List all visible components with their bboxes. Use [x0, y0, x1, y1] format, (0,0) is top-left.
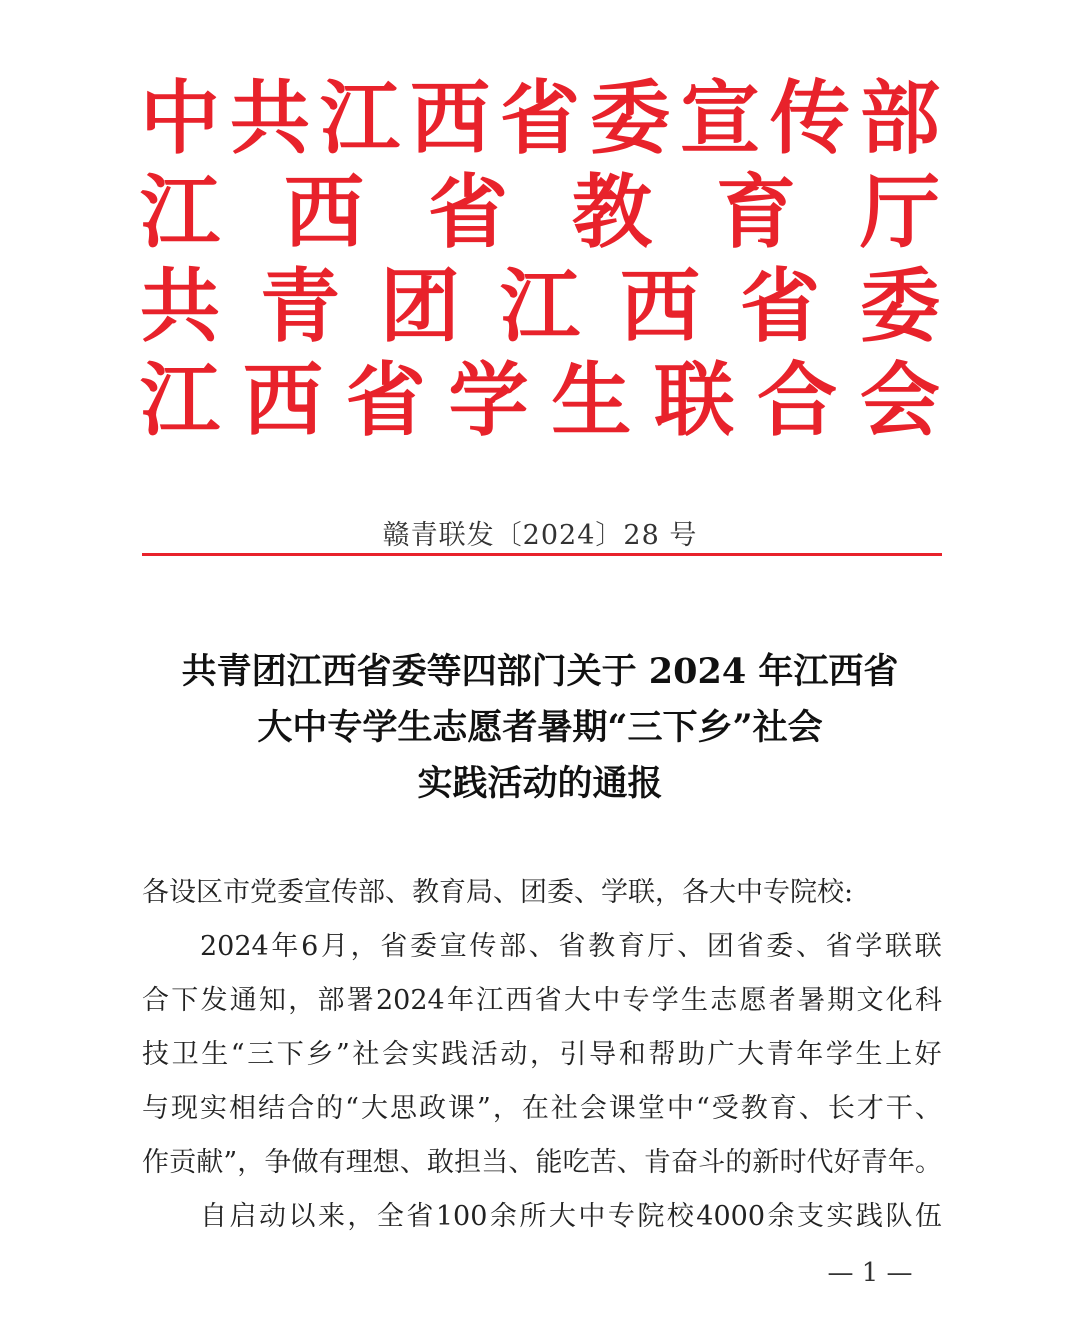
body-glyph: 年: [796, 1039, 824, 1070]
body-glyph: 学: [825, 1039, 853, 1070]
body-glyph: 学: [651, 985, 679, 1016]
body-glyph: 大: [548, 1201, 576, 1232]
body-glyph: 生: [680, 985, 708, 1016]
body-glyph: 敢: [427, 1147, 455, 1178]
body-glyph: 受: [711, 1093, 739, 1124]
body-glyph: 助: [677, 1039, 705, 1070]
body-glyph: 践: [441, 1039, 469, 1070]
red-masthead: [140, 72, 940, 448]
body-glyph: 与: [142, 1093, 169, 1124]
paragraph-1-line-5: [142, 1136, 942, 1190]
body-glyph: 想: [372, 1147, 400, 1178]
body-glyph: 活: [470, 1039, 498, 1070]
body-glyph: 课: [447, 1093, 475, 1124]
body-glyph: 江: [476, 985, 504, 1016]
body-glyph: 动: [258, 1201, 286, 1232]
masthead-char: 省: [500, 72, 580, 165]
body-glyph: 100: [435, 1201, 488, 1232]
body-glyph: 、: [399, 1147, 427, 1178]
masthead-char: 西: [242, 354, 323, 447]
body-glyph: 好: [914, 1039, 942, 1070]
body-glyph: 志: [710, 985, 738, 1016]
masthead-char: 西: [410, 72, 490, 165]
body-glyph: 2024: [376, 985, 445, 1016]
masthead-char: 中: [140, 72, 220, 165]
body-glyph: 化: [885, 985, 913, 1016]
body-glyph: 支: [796, 1201, 824, 1232]
masthead-char: 西: [284, 166, 364, 259]
paragraph-1-line-1: [142, 920, 942, 974]
body-glyph: 实: [200, 1093, 228, 1124]
masthead-char: 省: [345, 354, 426, 447]
body-glyph: 争: [264, 1147, 292, 1178]
paragraph-1-line-3: [142, 1028, 942, 1082]
masthead-line-4: [140, 354, 940, 448]
body-glyph: 月: [320, 931, 348, 962]
masthead-char: 联: [654, 354, 735, 447]
body-glyph: 来: [317, 1201, 345, 1232]
body-glyph: 暑: [797, 985, 825, 1016]
body-glyph: 委: [766, 931, 794, 962]
body-glyph: 三: [247, 1039, 275, 1070]
body-glyph: 育: [769, 1093, 797, 1124]
body-glyph: 新: [752, 1147, 780, 1178]
body-glyph: 时: [779, 1147, 807, 1178]
document-title: [0, 644, 1080, 812]
body-glyph: 联: [885, 931, 913, 962]
masthead-char: 厅: [860, 166, 940, 259]
body-glyph: 好: [833, 1147, 861, 1178]
body-glyph: 省: [406, 1201, 434, 1232]
body-glyph: “: [695, 1093, 710, 1124]
masthead-char: 部: [860, 72, 940, 165]
body-glyph: 实: [826, 1201, 854, 1232]
body-glyph: 思: [389, 1093, 417, 1124]
body-glyph: 结: [258, 1093, 286, 1124]
body-glyph: ，: [492, 1093, 520, 1124]
body-glyph: 知: [259, 985, 286, 1016]
body-glyph: 校: [666, 1201, 694, 1232]
masthead-char: 青: [260, 260, 340, 353]
body-glyph: 宣: [439, 931, 467, 962]
body-glyph: 肯: [643, 1147, 671, 1178]
body-glyph: 西: [505, 985, 533, 1016]
body-glyph: 才: [856, 1093, 884, 1124]
body-glyph: 中: [593, 985, 621, 1016]
masthead-line-2: [140, 166, 940, 260]
body-glyph: 青: [766, 1039, 794, 1070]
body-glyph: 年: [446, 985, 474, 1016]
body-glyph: 下: [171, 985, 199, 1016]
paragraph-1-line-4: [142, 1082, 942, 1136]
title-line-1: 共青团江西省委等四部门关于 2024 年江西省: [181, 651, 899, 692]
body-glyph: 以: [288, 1201, 316, 1232]
masthead-char: 江: [320, 72, 400, 165]
body-glyph: 院: [637, 1201, 665, 1232]
red-divider-rule: [142, 553, 942, 556]
document-body: [142, 866, 942, 1244]
paragraph-1-line-2: [142, 974, 942, 1028]
body-glyph: 献: [196, 1147, 224, 1178]
body-glyph: 余: [489, 1201, 517, 1232]
body-glyph: 会: [579, 1093, 607, 1124]
body-glyph: 广: [707, 1039, 735, 1070]
body-glyph: ，: [529, 1039, 557, 1070]
body-glyph: 、: [914, 1093, 942, 1124]
body-glyph: 、: [795, 931, 823, 962]
body-glyph: 和: [618, 1039, 646, 1070]
body-glyph: 愿: [739, 985, 767, 1016]
body-glyph: 余: [767, 1201, 795, 1232]
body-glyph: 合: [287, 1093, 315, 1124]
body-glyph: 技: [142, 1039, 169, 1070]
body-glyph: 通: [229, 985, 257, 1016]
body-glyph: 社: [550, 1093, 578, 1124]
masthead-char: 省: [740, 260, 820, 353]
body-glyph: 现: [171, 1093, 199, 1124]
masthead-char: 江: [140, 354, 220, 447]
body-glyph: 大: [563, 985, 591, 1016]
masthead-char: 传: [770, 72, 850, 165]
body-glyph: 社: [352, 1039, 380, 1070]
masthead-char: 团: [380, 260, 460, 353]
document-number: 赣青联发〔2024〕28 号: [382, 520, 698, 551]
body-glyph: 政: [418, 1093, 446, 1124]
body-glyph: 在: [521, 1093, 549, 1124]
paragraph-2-line-1: [142, 1190, 942, 1244]
body-glyph: 相: [229, 1093, 257, 1124]
masthead-char: 委: [860, 260, 940, 353]
body-glyph: 贡: [169, 1147, 197, 1178]
body-glyph: 专: [607, 1201, 635, 1232]
body-glyph: 团: [706, 931, 734, 962]
body-glyph: 上: [885, 1039, 913, 1070]
body-glyph: 、: [677, 931, 705, 962]
body-glyph: ”: [223, 1147, 238, 1178]
body-glyph: ，: [347, 1201, 375, 1232]
body-glyph: 部: [317, 985, 345, 1016]
body-glyph: 、: [798, 1093, 826, 1124]
masthead-char: 委: [590, 72, 670, 165]
body-glyph: ，: [237, 1147, 265, 1178]
body-glyph: 联: [914, 931, 942, 962]
body-glyph: 省: [736, 931, 764, 962]
masthead-line-1: [140, 72, 940, 166]
body-glyph: 教: [588, 931, 616, 962]
body-glyph: 2024: [200, 931, 269, 962]
body-glyph: 中: [578, 1201, 606, 1232]
salutation: 各设区市党委宣传部、教育局、团委、学联，各大中专院校:: [142, 877, 854, 908]
masthead-char: 生: [551, 354, 632, 447]
body-glyph: 署: [346, 985, 374, 1016]
body-glyph: 课: [608, 1093, 636, 1124]
body-glyph: ，: [288, 985, 316, 1016]
body-glyph: 导: [589, 1039, 617, 1070]
body-glyph: 理: [345, 1147, 373, 1178]
body-glyph: 生: [855, 1039, 883, 1070]
body-glyph: 年: [887, 1147, 915, 1178]
body-glyph: 伍: [914, 1201, 942, 1232]
body-glyph: 、: [616, 1147, 644, 1178]
body-glyph: 当: [481, 1147, 509, 1178]
masthead-line-3: [140, 260, 940, 354]
body-glyph: 代: [806, 1147, 834, 1178]
masthead-char: 会: [859, 354, 940, 447]
body-glyph: 乡: [306, 1039, 334, 1070]
body-glyph: 的: [316, 1093, 344, 1124]
body-glyph: 传: [469, 931, 497, 962]
title-line-2: 大中专学生志愿者暑期“三下乡”社会: [257, 707, 823, 748]
body-glyph: 省: [558, 931, 586, 962]
body-glyph: 者: [768, 985, 796, 1016]
body-glyph: 、: [508, 1147, 536, 1178]
body-glyph: “: [230, 1039, 245, 1070]
body-glyph: 生: [201, 1039, 229, 1070]
body-glyph: ”: [477, 1093, 491, 1124]
body-glyph: 斗: [698, 1147, 726, 1178]
body-glyph: 6: [301, 931, 319, 962]
body-glyph: 干: [885, 1093, 913, 1124]
body-glyph: 青: [860, 1147, 888, 1178]
body-glyph: 卫: [171, 1039, 199, 1070]
body-glyph: 动: [500, 1039, 528, 1070]
masthead-char: 宣: [680, 72, 760, 165]
body-glyph: 大: [360, 1093, 388, 1124]
body-glyph: ，: [350, 931, 378, 962]
masthead-char: 西: [620, 260, 700, 353]
body-glyph: 厅: [647, 931, 675, 962]
body-glyph: 引: [559, 1039, 587, 1070]
body-glyph: 委: [410, 931, 438, 962]
title-line-3: 实践活动的通报: [417, 763, 663, 804]
body-glyph: 部: [499, 931, 527, 962]
body-glyph: 践: [855, 1201, 883, 1232]
body-glyph: 实: [411, 1039, 439, 1070]
body-glyph: 队: [885, 1201, 913, 1232]
masthead-char: 江: [500, 260, 580, 353]
body-glyph: 堂: [637, 1093, 665, 1124]
body-glyph: 做: [291, 1147, 319, 1178]
masthead-char: 共: [230, 72, 310, 165]
body-glyph: 教: [740, 1093, 768, 1124]
body-glyph: 有: [318, 1147, 346, 1178]
body-glyph: 自: [200, 1201, 227, 1232]
body-glyph: 文: [856, 985, 884, 1016]
body-glyph: 启: [229, 1201, 257, 1232]
body-glyph: 专: [622, 985, 650, 1016]
body-glyph: 中: [666, 1093, 694, 1124]
body-glyph: 作: [142, 1147, 169, 1178]
body-glyph: 省: [534, 985, 562, 1016]
body-glyph: 担: [454, 1147, 482, 1178]
masthead-char: 学: [448, 354, 529, 447]
body-glyph: 吃: [562, 1147, 590, 1178]
body-glyph: 的: [725, 1147, 753, 1178]
body-glyph: 省: [825, 931, 853, 962]
body-glyph: 会: [381, 1039, 409, 1070]
masthead-char: 共: [140, 260, 220, 353]
body-glyph: 学: [855, 931, 883, 962]
body-glyph: “: [345, 1093, 359, 1124]
masthead-char: 省: [428, 166, 508, 259]
body-glyph: 下: [276, 1039, 304, 1070]
body-glyph: 长: [827, 1093, 855, 1124]
body-glyph: 。: [914, 1147, 942, 1178]
body-glyph: 奋: [671, 1147, 698, 1178]
body-glyph: 4000: [696, 1201, 766, 1232]
body-glyph: 能: [535, 1147, 563, 1178]
masthead-char: 教: [572, 166, 652, 259]
body-glyph: ”: [335, 1039, 350, 1070]
body-glyph: 育: [617, 931, 645, 962]
body-glyph: 科: [914, 985, 942, 1016]
body-glyph: 、: [528, 931, 556, 962]
body-glyph: 合: [142, 985, 169, 1016]
body-glyph: 省: [380, 931, 408, 962]
body-glyph: 所: [519, 1201, 547, 1232]
body-glyph: 全: [376, 1201, 404, 1232]
masthead-char: 合: [757, 354, 838, 447]
masthead-char: 育: [716, 166, 796, 259]
page-number: — 1 —: [827, 1258, 913, 1288]
body-glyph: 期: [827, 985, 855, 1016]
body-glyph: 帮: [648, 1039, 676, 1070]
body-glyph: 年: [271, 931, 299, 962]
body-glyph: 苦: [589, 1147, 617, 1178]
body-glyph: 发: [200, 985, 228, 1016]
body-glyph: 大: [737, 1039, 765, 1070]
masthead-char: 江: [140, 166, 220, 259]
